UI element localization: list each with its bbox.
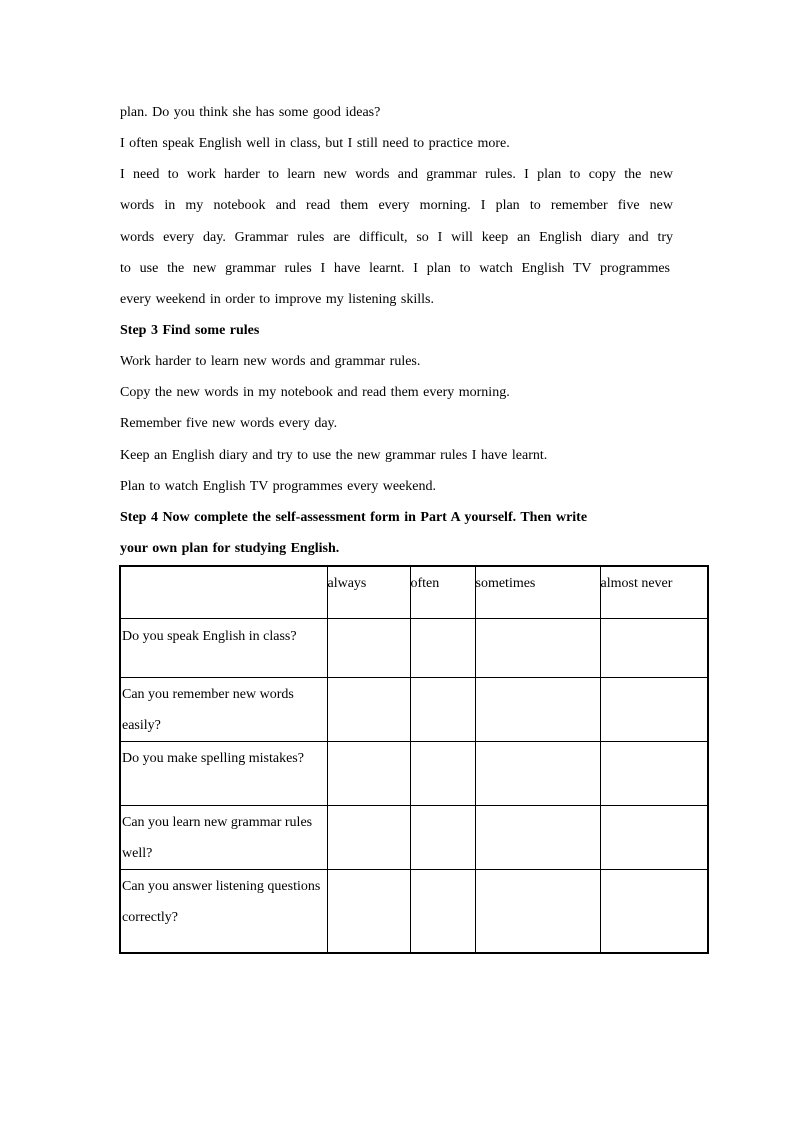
rule-item: Keep an English diary and try to use the new grammar rules I have learnt. bbox=[120, 448, 548, 463]
text-line: words in my notebook and read them every morning. I plan to remember five new bbox=[120, 198, 673, 213]
table-row bbox=[120, 869, 708, 953]
rule-item: Work harder to learn new words and grammar rules. bbox=[120, 354, 421, 369]
text-line: plan. Do you think she has some good ideas? bbox=[120, 105, 381, 120]
answer-cell[interactable] bbox=[410, 618, 475, 677]
answer-cell[interactable] bbox=[600, 741, 708, 805]
question-cell: Do you speak English in class? bbox=[120, 618, 327, 677]
step4-instruction-line2: your own plan for studying English. bbox=[120, 541, 340, 556]
question-cell: Do you make spelling mistakes? bbox=[120, 741, 327, 805]
answer-cell[interactable] bbox=[410, 741, 475, 805]
self-assessment-table bbox=[119, 565, 709, 954]
rule-item: Plan to watch English TV programmes every weekend. bbox=[120, 479, 436, 494]
answer-cell[interactable] bbox=[600, 869, 708, 953]
answer-cell[interactable] bbox=[475, 741, 600, 805]
text-line: I often speak English well in class, but I still need to practice more. bbox=[120, 136, 510, 151]
answer-cell[interactable] bbox=[475, 618, 600, 677]
header-cell: sometimes bbox=[475, 566, 600, 618]
answer-cell[interactable] bbox=[475, 805, 600, 869]
text-line: to use the new grammar rules I have learnt. I plan to watch English TV programmes bbox=[120, 261, 670, 276]
answer-cell[interactable] bbox=[410, 869, 475, 953]
text-line: words every day. Grammar rules are difficult, so I will keep an English diary and try bbox=[120, 230, 673, 245]
answer-cell[interactable] bbox=[327, 869, 410, 953]
table-row bbox=[120, 805, 708, 869]
header-cell bbox=[120, 566, 327, 618]
answer-cell[interactable] bbox=[475, 869, 600, 953]
answer-cell[interactable] bbox=[327, 618, 410, 677]
answer-cell[interactable] bbox=[327, 741, 410, 805]
answer-cell[interactable] bbox=[475, 677, 600, 741]
text-line: every weekend in order to improve my listening skills. bbox=[120, 292, 434, 307]
table-row bbox=[120, 677, 708, 741]
header-cell: almost never bbox=[600, 566, 708, 618]
header-cell: often bbox=[410, 566, 475, 618]
answer-cell[interactable] bbox=[327, 677, 410, 741]
step3-heading: Step 3 Find some rules bbox=[120, 323, 260, 338]
answer-cell[interactable] bbox=[410, 677, 475, 741]
answer-cell[interactable] bbox=[600, 805, 708, 869]
answer-cell[interactable] bbox=[327, 805, 410, 869]
text-line: I need to work harder to learn new words and grammar rules. I plan to copy the new bbox=[120, 167, 673, 182]
step4-instruction-line1: Step 4 Now complete the self-assessment form in Part A yourself. Then write bbox=[120, 510, 588, 525]
answer-cell[interactable] bbox=[600, 677, 708, 741]
table-row bbox=[120, 618, 708, 677]
question-cell: Can you remember new words easily? bbox=[120, 677, 327, 741]
answer-cell[interactable] bbox=[600, 618, 708, 677]
header-cell: always bbox=[327, 566, 410, 618]
answer-cell[interactable] bbox=[410, 805, 475, 869]
question-cell: Can you answer listening questions correctly? bbox=[120, 869, 327, 953]
table-row bbox=[120, 741, 708, 805]
rule-item: Remember five new words every day. bbox=[120, 416, 338, 431]
table-header-row bbox=[120, 566, 708, 618]
question-cell: Can you learn new grammar rules well? bbox=[120, 805, 327, 869]
rule-item: Copy the new words in my notebook and read them every morning. bbox=[120, 385, 510, 400]
